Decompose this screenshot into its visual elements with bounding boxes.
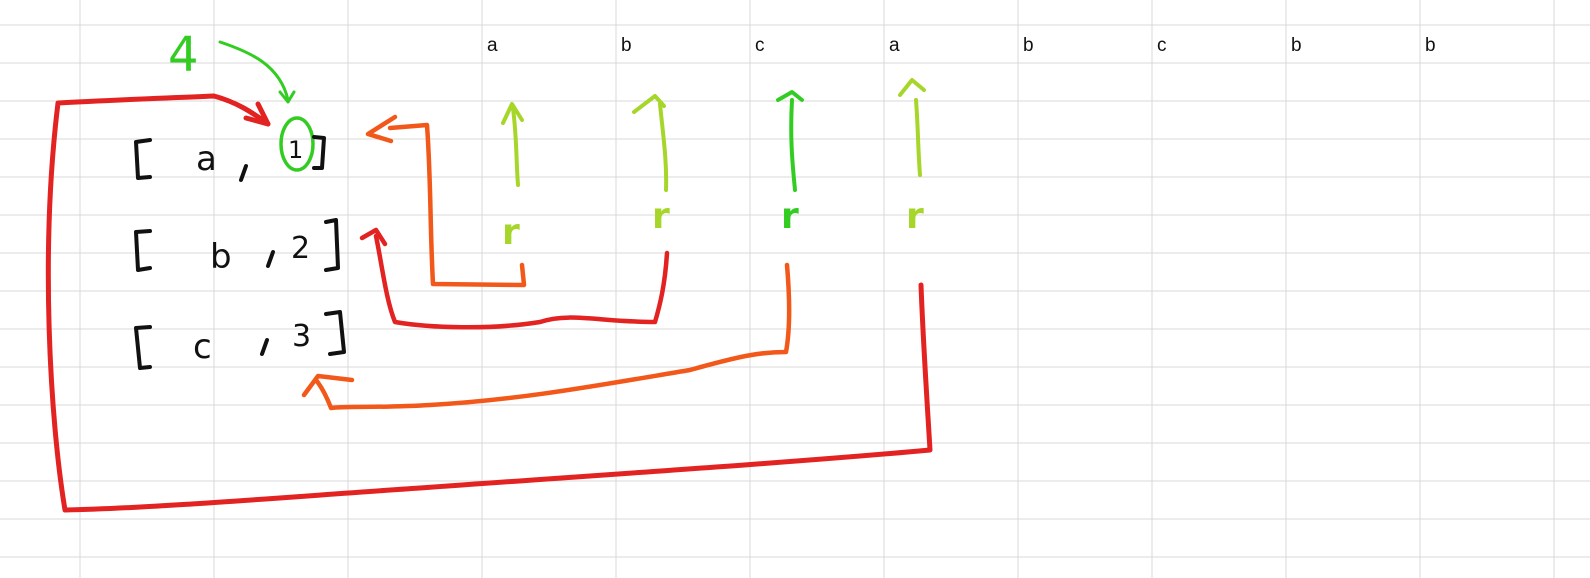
up-arrow-col-2 bbox=[634, 96, 666, 190]
row-1-key: a bbox=[196, 139, 217, 179]
reference-marker-col-4: r bbox=[906, 196, 924, 237]
comma-row-1 bbox=[241, 166, 246, 180]
up-arrow-col-1 bbox=[503, 104, 522, 185]
orange-arrowhead-row-c bbox=[304, 376, 352, 395]
reference-marker-col-2: r bbox=[652, 196, 670, 237]
reference-marker-col-1: r bbox=[502, 212, 520, 253]
bracket-left-row-2 bbox=[136, 231, 150, 270]
cell-header-6[interactable]: c bbox=[1157, 35, 1167, 56]
green-counter-arrow bbox=[220, 42, 288, 100]
red-loop-arrow bbox=[48, 96, 930, 510]
up-arrow-col-3 bbox=[778, 92, 802, 190]
cell-header-5[interactable]: b bbox=[1023, 35, 1034, 56]
bracket-right-row-2 bbox=[326, 220, 338, 270]
cell-header-2[interactable]: b bbox=[621, 35, 632, 56]
comma-row-2 bbox=[268, 252, 273, 266]
cell-header-8[interactable]: b bbox=[1425, 35, 1436, 56]
bracket-right-row-3 bbox=[326, 312, 344, 354]
comma-row-3 bbox=[262, 340, 267, 354]
row-2-value: 2 bbox=[291, 231, 311, 266]
bracket-right-row-1 bbox=[314, 137, 324, 168]
orange-arrow-row-a bbox=[390, 125, 524, 285]
reference-marker-col-3: r bbox=[781, 196, 799, 237]
cell-header-4[interactable]: a bbox=[889, 35, 900, 56]
row-3-key: c bbox=[193, 327, 212, 367]
row-2-key: b bbox=[210, 237, 232, 277]
row-3-value: 3 bbox=[292, 319, 312, 354]
cell-header-3[interactable]: c bbox=[755, 35, 765, 56]
bracket-left-row-1 bbox=[136, 140, 150, 178]
cell-header-1[interactable]: a bbox=[487, 35, 498, 56]
red-arrowhead-row-b bbox=[362, 230, 385, 244]
bracket-left-row-3 bbox=[136, 327, 150, 368]
counter-value: 4 bbox=[168, 27, 199, 83]
row-1-value: 1 bbox=[288, 136, 304, 164]
cell-header-7[interactable]: b bbox=[1291, 35, 1302, 56]
up-arrow-col-4 bbox=[900, 80, 924, 175]
